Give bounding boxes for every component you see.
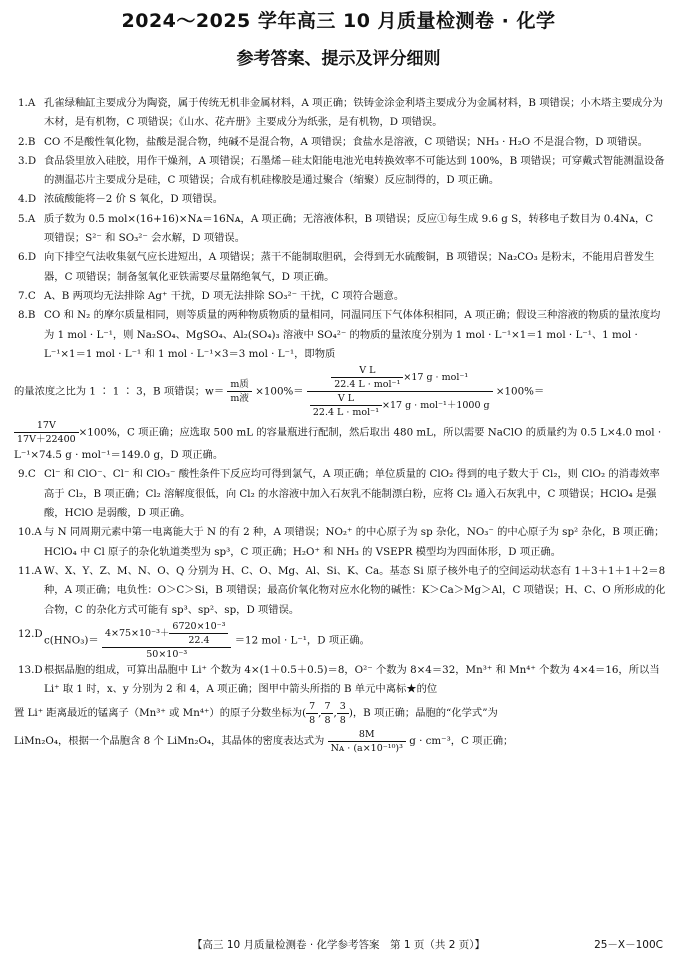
answer-item: 7.C A、B 两项均无法排除 Ag⁺ 干扰，D 项无法排除 SO₃²⁻ 干扰，C 项符合题意。 <box>18 289 405 302</box>
page-footer: 【高三 10 月质量检测卷 · 化学参考答案 第 1 页（共 2 页）】 25－X－100C <box>191 939 663 951</box>
answer-item: 6.D 向下排空气法收集氨气应长进短出，A 项错误；蒸干不能制取胆矾，会得到无水硫酸铜，B 项错误；Na₂CO₃ 是粉末，不能用启普发生器，C 项错误；制备氢氧化亚铁需要尽量隔绝氧气，D 项正确。 <box>18 251 655 283</box>
answer-item: 8.B CO 和 N₂ 的摩尔质量相同，则等质量的两种物质物质的量相同，同温同压下气体体积相同，A 项正确；假设三种溶液的物质的量浓度均为 1 mol · L⁻¹，则 Na₂SO₄、MgSO₄、Al₂(SO₄)₃ 溶液中 SO₄²⁻ 的物质的量浓度分别为 1 mol · L⁻¹×1＝1 mol · L⁻¹、1 mol · L⁻¹×1＝1 mol · L⁻¹ 和 1 mol · L⁻¹×3＝3 mol · L⁻¹，即物质 <box>18 309 661 360</box>
answer-item: 9.C Cl⁻ 和 ClO⁻、Cl⁻ 和 ClO₃⁻ 酸性条件下反应均可得到氯气，A 项正确；单位质量的 ClO₂ 得到的电子数大于 Cl₂，则 ClO₂ 的消毒效率高于 Cl₂，B 项正确；Cl₂ 溶解度很低，向 Cl₂ 的水溶液中加入石灰乳不能制漂白粉，应将 Cl₂ 通入石灰乳中，C 项错误；HClO₄ 是强酸，HClO 是弱酸，D 项正确。 <box>18 468 660 520</box>
answer-item: 5.A 质子数为 0.5 mol×(16+16)×Nᴀ＝16Nᴀ，A 项正确；无溶液体积，B 项错误；反应①每生成 9.6 g S，转移电子数目为 0.4Nᴀ，C 项错误；S²⁻ 和 SO₃²⁻ 会水解，D 项错误。 <box>18 212 654 245</box>
formula-line: 置 Li⁺ 距离最近的锰离子（Mn³⁺ 或 Mn⁴⁺）的原子分数坐标为( $\frac{7}{8}$ , $\frac{7}{8}$ , $\frac{3}{8}$ )，B 项正确；晶胞的“化学式”为 <box>14 700 498 726</box>
formula-fraction: $\frac{\text{V L}}{\text{22.4 L · mol⁻¹}}$ ×17 g · mol⁻¹ $\frac{\text{V L}}{\text{22.4 L · mol⁻¹}}$ ×17 g · mol⁻¹＋1000 g <box>307 364 493 419</box>
formula-line: $\frac{17V}{17V+22400}$ ×100%，C 项正确；应选取 500 mL 的容量瓶进行配制，然后取出 480 mL，所以需要 NaClO 的质量约为 0.5 L×4.0 mol · L⁻¹×74.5 g · mol⁻¹＝149.0 g，D 项正确。 <box>14 420 662 462</box>
answer-item: 12.D c(HNO₃)＝ 4×75×10⁻³＋ $\frac{\text{6720×10⁻³}}{22.4}$ 50×10⁻³ ＝12 mol · L⁻¹，D 项正确。 <box>18 620 370 660</box>
page-subtitle: 参考答案、提示及评分细则 <box>236 49 441 69</box>
formula-line: 的量浓度之比为 1 ∶ 1 ∶ 3，B 项错误；w＝ $\frac{\text{m质}}{\text{m液}}$ ×100%＝ $\frac{\text{V L}}{\text{22.4 L · mol⁻¹}}$ ×17 g · mol⁻¹ $\frac{\text{V L}}{\text{22.4 L · mol⁻¹}}$ ×17 g · mol⁻¹＋1000 g ×100%＝ <box>14 365 545 419</box>
formula-fraction: $\frac{8M}{\text{Nᴀ · (a×10⁻¹⁰)³}}$ <box>328 728 406 755</box>
formula-fraction: 4×75×10⁻³＋ $\frac{\text{6720×10⁻³}}{22.4}$ 50×10⁻³ <box>102 620 232 661</box>
formula-line: LiMn₂O₄，根据一个晶胞含 8 个 LiMn₂O₄，其晶体的密度表达式为 $\frac{8M}{\text{Nᴀ · (a×10⁻¹⁰)³}}$ g · cm⁻³，C 项正确； <box>14 728 514 754</box>
answer-item: 11.A W、X、Y、Z、M、N、O、Q 分别为 H、C、O、Mg、Al、Si、K、Ca。基态 Si 原子核外电子的空间运动状态有 1＋3＋1＋1＋2＝8 种，A 项正确；电负性：O＞C＞Si，B 项错误；最高价氧化物对应水化物的碱性：K＞Ca＞Mg＞Al，C 项错误；H、C、O 所形成的化合物，C 的杂化方式可能有 sp³、sp²、sp，D 项错误。 <box>18 564 666 616</box>
answer-item: 2.B CO 不是酸性氧化物，盐酸是混合物，纯碱不是混合物，A 项错误；食盐水是溶液，C 项错误；NH₃ · H₂O 不是混合物，D 项错误。 <box>18 135 648 148</box>
answer-item: 1.A 孔雀绿釉缸主要成分为陶瓷，属于传统无机非金属材料，A 项正确；铁铸金涂金利塔主要成分为金属材料，B 项错误；小木塔主要成分为木材，是有机物，C 项错误；《山水、花卉册》主要成分为纸张，是有机物，D 项错误。 <box>18 97 663 129</box>
answer-item: 4.D 浓硫酸能将－2 价 S 氧化，D 项错误。 <box>18 193 224 206</box>
answer-item: 13.D 根据晶胞的组成，可算出晶胞中 Li⁺ 个数为 4×(1＋0.5＋0.5)＝8，O²⁻ 个数为 8×4＝32，Mn³⁺ 和 Mn⁴⁺ 个数为 4×4＝16，所以当 Li⁺ 取 1 时，x、y 分别为 2 和 4，A 项正确；图甲中箭头所指的 B 单元中离标★的位 <box>18 663 660 696</box>
answer-body <box>14 94 666 755</box>
answer-item: 10.A 与 N 同周期元素中第一电离能大于 N 的有 2 种，A 项错误；NO₂⁺ 的中心原子为 sp 杂化，NO₃⁻ 的中心原子为 sp² 杂化，B 项正确；HClO₄ 中 Cl 原子的杂化轨道类型为 sp³，C 项正确；H₂O⁺ 和 NH₃ 的 VSEPR 模型均为四面体形，D 项正确。 <box>18 526 665 558</box>
paper-code: 25－X－100C <box>594 939 663 951</box>
page-title: 2024～2025 学年高三 10 月质量检测卷 · 化学 <box>121 10 556 32</box>
answer-item: 3.D 食品袋里放入硅胶，用作干燥剂，A 项错误；石墨烯－硅太阳能电池光电转换效率不可能达到 100%，B 项错误；可穿戴式智能测温设备的测温芯片主要成分是硅，C 项错误；合成有机硅橡胶是通过聚合（缩聚）反应制得的，D 项正确。 <box>18 154 665 187</box>
formula-fraction: $\frac{17V}{17V+22400}$ <box>14 419 79 446</box>
formula-fraction: $\frac{\text{m质}}{\text{m液}}$ <box>227 378 252 405</box>
